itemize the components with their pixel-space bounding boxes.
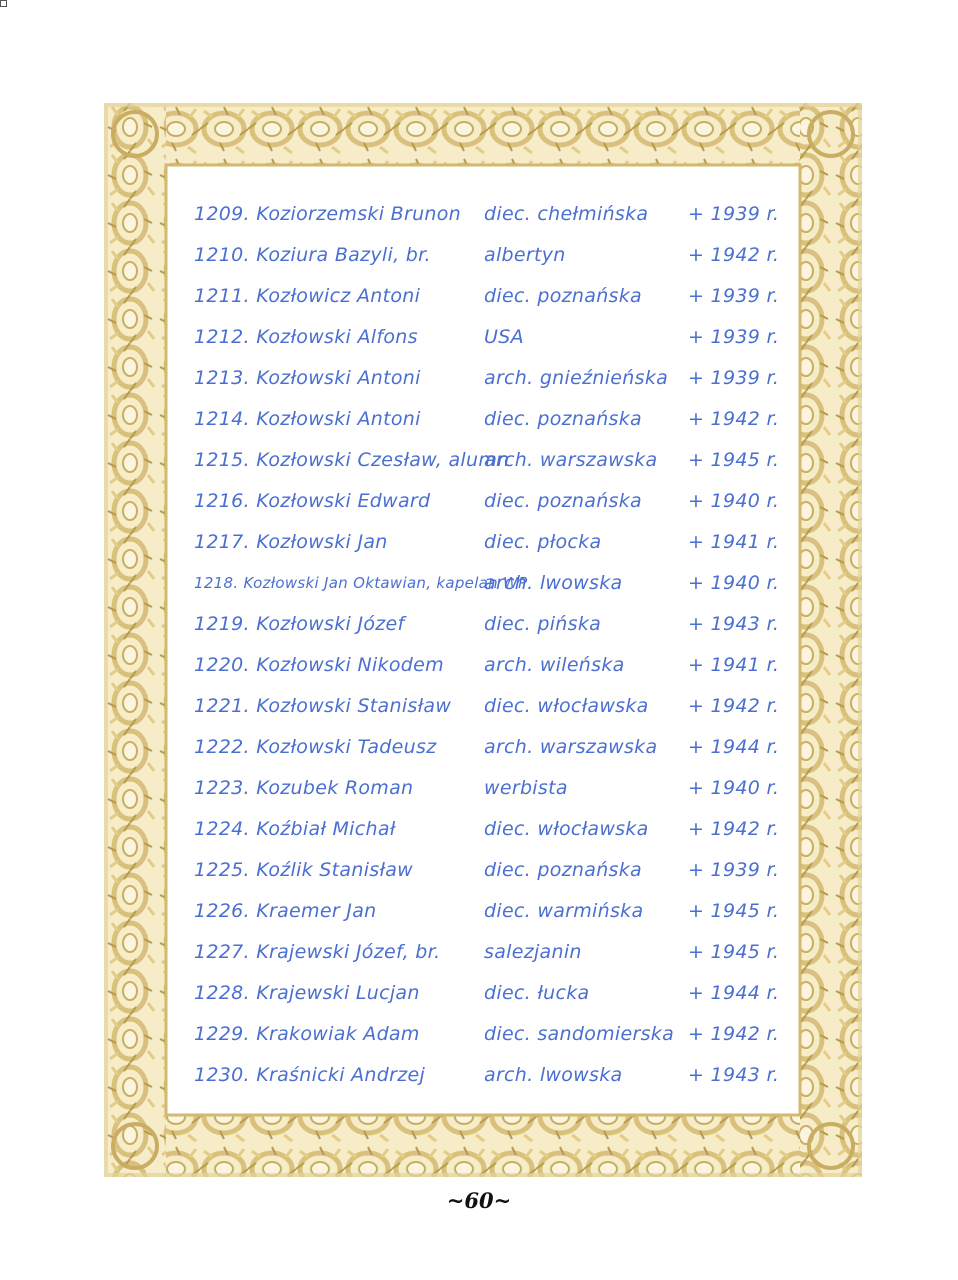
entry-name: 1222. Kozłowski Tadeusz xyxy=(194,736,437,758)
entry-death: + 1943 r. xyxy=(688,1064,780,1086)
entry-death: + 1945 r. xyxy=(688,941,780,963)
entry-name: 1214. Kozłowski Antoni xyxy=(194,408,421,430)
entry-name: 1223. Kozubek Roman xyxy=(194,777,414,799)
list-item xyxy=(180,687,800,727)
list-item xyxy=(180,195,800,235)
entry-diocese: diec. poznańska xyxy=(484,285,642,307)
entry-name: 1211. Kozłowicz Antoni xyxy=(194,285,421,307)
list-item xyxy=(180,359,800,399)
entry-name: 1224. Koźbiał Michał xyxy=(194,818,396,840)
entry-death: + 1939 r. xyxy=(688,285,780,307)
entry-death: + 1945 r. xyxy=(688,449,780,471)
entry-name: 1228. Krajewski Lucjan xyxy=(194,982,420,1004)
entry-diocese: arch. lwowska xyxy=(484,1064,623,1086)
entry-death: + 1944 r. xyxy=(688,982,780,1004)
list-item xyxy=(180,400,800,440)
entry-diocese: diec. włocławska xyxy=(484,818,649,840)
entry-name: 1220. Kozłowski Nikodem xyxy=(194,654,444,676)
entry-diocese: albertyn xyxy=(484,244,566,266)
list-item xyxy=(180,441,800,481)
entry-diocese: diec. sandomierska xyxy=(484,1023,675,1045)
entry-name: 1229. Krakowiak Adam xyxy=(194,1023,420,1045)
entry-death: + 1942 r. xyxy=(688,818,780,840)
entry-death: + 1939 r. xyxy=(688,859,780,881)
entry-name: 1210. Koziura Bazyli, br. xyxy=(194,244,431,266)
entry-death: + 1944 r. xyxy=(688,736,780,758)
entry-diocese: arch. lwowska xyxy=(484,572,623,594)
entry-diocese: diec. płocka xyxy=(484,531,602,553)
list-item xyxy=(180,646,800,686)
list-item xyxy=(180,523,800,563)
list-item xyxy=(180,851,800,891)
entry-name: 1209. Koziorzemski Brunon xyxy=(194,203,462,225)
list-item xyxy=(180,1015,800,1055)
list-item xyxy=(180,933,800,973)
entry-death: + 1940 r. xyxy=(688,490,780,512)
list-item xyxy=(180,1056,800,1096)
entry-diocese: salezjanin xyxy=(484,941,582,963)
entry-name: 1212. Kozłowski Alfons xyxy=(194,326,418,348)
page-number: ~60~ xyxy=(446,1188,512,1213)
entry-diocese: arch. warszawska xyxy=(484,736,658,758)
list-item xyxy=(180,564,800,604)
entry-death: + 1939 r. xyxy=(688,326,780,348)
list-item xyxy=(180,810,800,850)
entry-name: 1216. Kozłowski Edward xyxy=(194,490,431,512)
list-item xyxy=(180,482,800,522)
entry-name: 1219. Kozłowski Józef xyxy=(194,613,405,635)
list-item xyxy=(180,236,800,276)
entry-diocese: diec. poznańska xyxy=(484,408,642,430)
entry-diocese: diec. włocławska xyxy=(484,695,649,717)
entry-name: 1213. Kozłowski Antoni xyxy=(194,367,421,389)
entry-name: 1217. Kozłowski Jan xyxy=(194,531,388,553)
entry-death: + 1942 r. xyxy=(688,244,780,266)
entry-death: + 1942 r. xyxy=(688,695,780,717)
entry-diocese: diec. pińska xyxy=(484,613,602,635)
entry-diocese: werbista xyxy=(484,777,568,799)
list-item xyxy=(180,277,800,317)
entry-death: + 1942 r. xyxy=(688,1023,780,1045)
entry-name: 1225. Koźlik Stanisław xyxy=(194,859,414,881)
victims-list xyxy=(180,195,800,1105)
entry-name: 1218. Kozłowski Jan Oktawian, kapelan WP xyxy=(194,574,528,592)
entry-death: + 1942 r. xyxy=(688,408,780,430)
entry-diocese: diec. chełmińska xyxy=(484,203,649,225)
entry-diocese: diec. poznańska xyxy=(484,490,642,512)
entry-diocese: diec. poznańska xyxy=(484,859,642,881)
list-item xyxy=(180,974,800,1014)
entry-death: + 1945 r. xyxy=(688,900,780,922)
entry-diocese: arch. wileńska xyxy=(484,654,625,676)
list-item xyxy=(180,318,800,358)
entry-death: + 1939 r. xyxy=(688,203,780,225)
list-item xyxy=(180,728,800,768)
list-item xyxy=(180,605,800,645)
list-item xyxy=(180,769,800,809)
entry-name: 1215. Kozłowski Czesław, alumn xyxy=(194,449,510,471)
entry-death: + 1940 r. xyxy=(688,572,780,594)
entry-death: + 1941 r. xyxy=(688,654,780,676)
entry-death: + 1943 r. xyxy=(688,613,780,635)
entry-diocese: diec. warmińska xyxy=(484,900,644,922)
entry-death: + 1939 r. xyxy=(688,367,780,389)
entry-diocese: arch. warszawska xyxy=(484,449,658,471)
entry-death: + 1940 r. xyxy=(688,777,780,799)
entry-diocese: arch. gnieźnieńska xyxy=(484,367,669,389)
entry-death: + 1941 r. xyxy=(688,531,780,553)
entry-name: 1230. Kraśnicki Andrzej xyxy=(194,1064,426,1086)
entry-diocese: USA xyxy=(484,326,524,348)
entry-name: 1226. Kraemer Jan xyxy=(194,900,377,922)
entry-diocese: diec. łucka xyxy=(484,982,590,1004)
entry-name: 1221. Kozłowski Stanisław xyxy=(194,695,452,717)
scan-corner-mark xyxy=(0,0,7,7)
list-item xyxy=(180,892,800,932)
entry-name: 1227. Krajewski Józef, br. xyxy=(194,941,441,963)
